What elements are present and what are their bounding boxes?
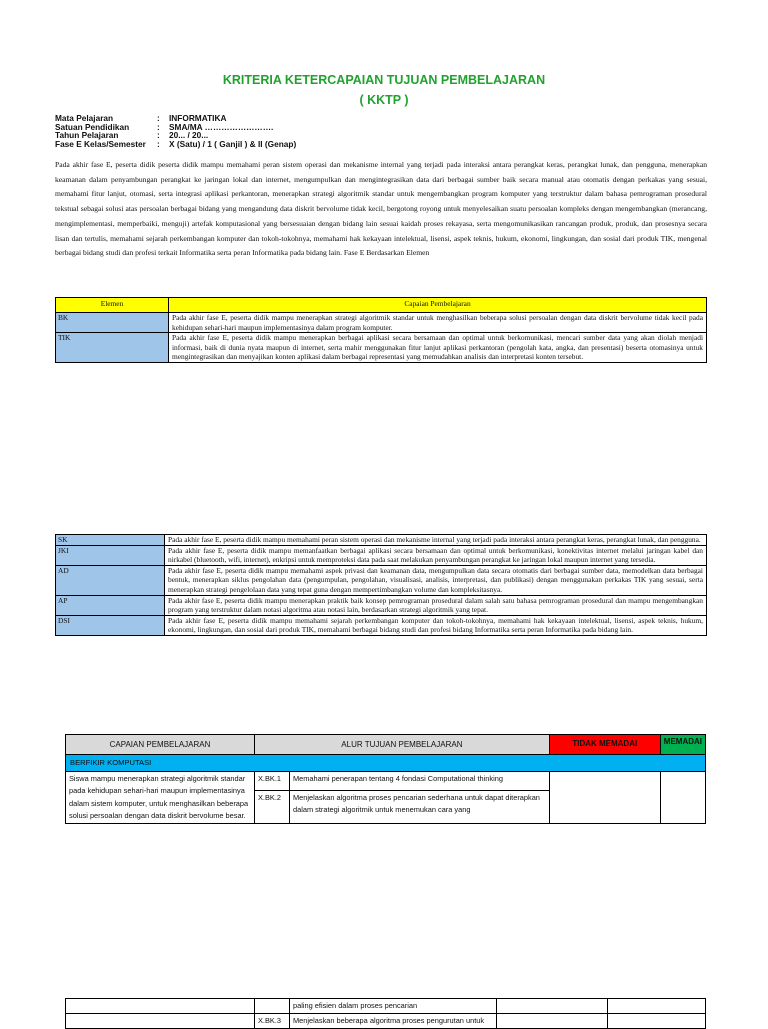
cp-table-2 (55, 534, 707, 636)
cp-row (56, 565, 707, 595)
meta-colon: : (157, 113, 160, 123)
element-description: Pada akhir fase E, peserta didik mampu memahami sejarah perkembangan komputer dan tokoh-tokohnya, memahami hak kekayaan intelektual, lisensi, aspek teknis, hukum, ekonomi, lingkungan, dan sosial dari produk TIK, memahami berbagai bidang studi dan profesi bidang Informatika serta peran Informatika pada bidang lain. (165, 615, 707, 635)
cell-memadai (608, 999, 706, 1014)
cp-row (56, 595, 707, 615)
header-capaian: Capaian Pembelajaran (169, 298, 707, 313)
intro-paragraph: Pada akhir fase E, peserta didik peserta didik mampu memahami peran sistem operasi dan mekanisme internal yang terjadi pada interaksi antara perangkat keras, perangkat lunak, dan pengguna, menerapkan keamanan dalam penyambungan perangkat ke jaringan lokal dan internet, mengumpulkan dan mengintegrasikan data dari berbagai sumber baik secara manual atau otomatis dengan perkakas yang sesuai, memahami fitur lanjut, otomasi, serta integrasi aplikasi perkantoran, menerapkan strategi algoritmik standar untuk mengembangkan program komputer yang terstruktur dalam bahasa pemrograman prosedural tekstual sebagai solusi atas persoalan berbagai bidang yang mengandung data diskrit bervolume tidak kecil, bergotong royong untuk menyelesaikan suatu persoalan kompleks dengan mengembangkan (merancang, mengimplementasi, memperbaiki, menguji) artefak komputasional yang bersesuaian dengan bidang lain sesuai kaidah proses rekayasa, serta mengomunikasikan rancangan produk, produk, dan prosesnya secara lisan dan tertulis, memahami sejarah perkembangan komputer dan tokoh-tokohnya, memahami hak kekayaan intelektual, lisensi, aspek teknis, hukum, ekonomi, lingkungan, dan sosial dari produk TIK, mengenal berbagai bidang studi dan profesi terkait Informatika serta peran Informatika pada bidang lain. Fase E Berdasarkan Elemen (55, 160, 707, 258)
element-code: SK (56, 535, 165, 546)
section-berfikir-komputasi: BERFIKIR KOMPUTASI (66, 755, 706, 772)
atp-row (66, 772, 706, 790)
meta-block (55, 114, 296, 148)
atp-header-row (66, 735, 706, 755)
meta-label: Satuan Pendidikan (55, 121, 130, 132)
element-description: Pada akhir fase E, peserta didik mampu memahami aspek privasi dan keamanan data, mengumpulkan data secara otomatis dari berbagai sumber data, memodelkan data berbagai bentuk, menerapkan siklus pengolahan data (pengumpulan, pengolahan, visualisasi, analisis, interpretasi, dan publikasi) dengan menggunakan perkakas TIK yang sesuai, serta menerapkan strategi pengelolaan data yang tepat guna dengan mempertimbangkan volume dan kompleksitasnya. (165, 565, 707, 595)
atp-table (65, 734, 706, 824)
element-description: Pada akhir fase E, peserta didik mampu memanfaatkan berbagai aplikasi secara bersamaan dan optimal untuk berkomunikasi, konektivitas internet melalui jaringan kabel dan nirkabel (bluetooth, wifi, internet), enkripsi untuk memproteksi data pada saat melakukan penyambungan perangkat ke jaringan lokal maupun internet yang tersedia. (165, 545, 707, 565)
atp-section-row (66, 755, 706, 772)
meta-label: Mata Pelajaran (55, 113, 114, 123)
meta-label: Fase E Kelas/Semester (55, 138, 146, 149)
meta-row (55, 140, 296, 149)
atp-row (66, 999, 706, 1014)
atp-code: X.BK.3 (255, 1014, 290, 1029)
cp-table-header (56, 298, 707, 313)
element-code: AD (56, 565, 165, 595)
element-code: AP (56, 595, 165, 615)
cell-tidak-memadai (497, 1014, 608, 1029)
meta-colon: : (157, 130, 160, 141)
header-capaian-pembelajaran: CAPAIAN PEMBELAJARAN (66, 735, 255, 755)
atp-cp-text (66, 1014, 255, 1029)
cp-row (56, 333, 707, 363)
atp-description: Menjelaskan beberapa algoritma proses pengurutan untuk (290, 1014, 497, 1029)
header-elemen: Elemen (56, 298, 169, 313)
header-alur-tujuan: ALUR TUJUAN PEMBELAJARAN (255, 735, 550, 755)
element-code: JKI (56, 545, 165, 565)
element-code: TIK (56, 333, 169, 363)
atp-description: Memahami penerapan tentang 4 fondasi Computational thinking (290, 772, 550, 790)
cp-row (56, 615, 707, 635)
cp-row (56, 545, 707, 565)
atp-description: paling efisien dalam proses pencarian (290, 999, 497, 1014)
cp-table-1 (55, 297, 707, 363)
element-code: BK (56, 313, 169, 333)
atp-code: X.BK.2 (255, 790, 290, 823)
cell-memadai (608, 1014, 706, 1029)
cell-tidak-memadai (497, 999, 608, 1014)
header-memadai: MEMADAI (660, 735, 705, 755)
atp-code (255, 999, 290, 1014)
element-description: Pada akhir fase E, peserta didik mampu menerapkan praktik baik konsep pemrograman prosedural dalam salah satu bahasa pemrograman prosedural dan mampu mengembangkan program yang terstruktur dalam notasi algoritma atau notasi lain, berdasarkan strategi algoritmik yang tepat. (165, 595, 707, 615)
document-subtitle: ( KKTP ) (359, 93, 409, 107)
atp-cp-text: Siswa mampu menerapkan strategi algoritmik standar pada kehidupan sehari-hari maupun implementasinya dalam sistem komputer, untuk menghasilkan beberapa solusi persoalan dengan data diskrit bervolume besar. (66, 772, 255, 824)
meta-colon: : (157, 121, 160, 132)
atp-cp-text (66, 999, 255, 1014)
element-code: DSI (56, 615, 165, 635)
atp-table-continued (65, 998, 706, 1029)
atp-description: Menjelaskan algoritma proses pencarian sederhana untuk dapat diterapkan dalam strategi algoritmik untuk menemukan cara yang (290, 790, 550, 823)
element-description: Pada akhir fase E, peserta didik mampu memahami peran sistem operasi dan mekanisme internal yang terjadi pada interaksi antara perangkat keras, perangkat lunak, dan pengguna. (165, 535, 707, 546)
meta-label: Tahun Pelajaran (55, 130, 119, 141)
atp-row (66, 1014, 706, 1029)
meta-value: X (Satu) / 1 ( Ganjil ) & II (Genap) (169, 138, 297, 149)
cp-row (56, 535, 707, 546)
cell-tidak-memadai (549, 772, 660, 824)
meta-value: 20... / 20... (169, 130, 209, 141)
element-description: Pada akhir fase E, peserta didik mampu menerapkan strategi algoritmik standar untuk menghasilkan beberapa solusi persoalan dengan data diskrit bervolume tidak kecil pada kehidupan sehari-hari maupun implementasinya dalam program komputer. (169, 313, 707, 333)
cell-memadai (660, 772, 705, 824)
meta-value: INFORMATIKA (169, 113, 227, 123)
meta-colon: : (157, 138, 160, 149)
cp-row (56, 313, 707, 333)
header-tidak-memadai: TIDAK MEMADAI (549, 735, 660, 755)
element-description: Pada akhir fase E, peserta didik mampu menerapkan berbagai aplikasi secara bersamaan dan optimal untuk berkomunikasi, mencari sumber data yang akan diolah menjadi informasi, baik di dunia nyata maupun di internet, serta mahir menggunakan fitur lanjut aplikasi perkantoran (pengolah kata, angka, dan presentasi) beserta otomasinya untuk mengintegrasikan dan menyajikan konten aplikasi dalam berbagai representasi yang memudahkan analisis dan interpretasi konten tersebut. (169, 333, 707, 363)
meta-value: SMA/MA ……………………. (169, 121, 274, 132)
atp-code: X.BK.1 (255, 772, 290, 790)
document-title: KRITERIA KETERCAPAIAN TUJUAN PEMBELAJARAN (222, 73, 546, 87)
